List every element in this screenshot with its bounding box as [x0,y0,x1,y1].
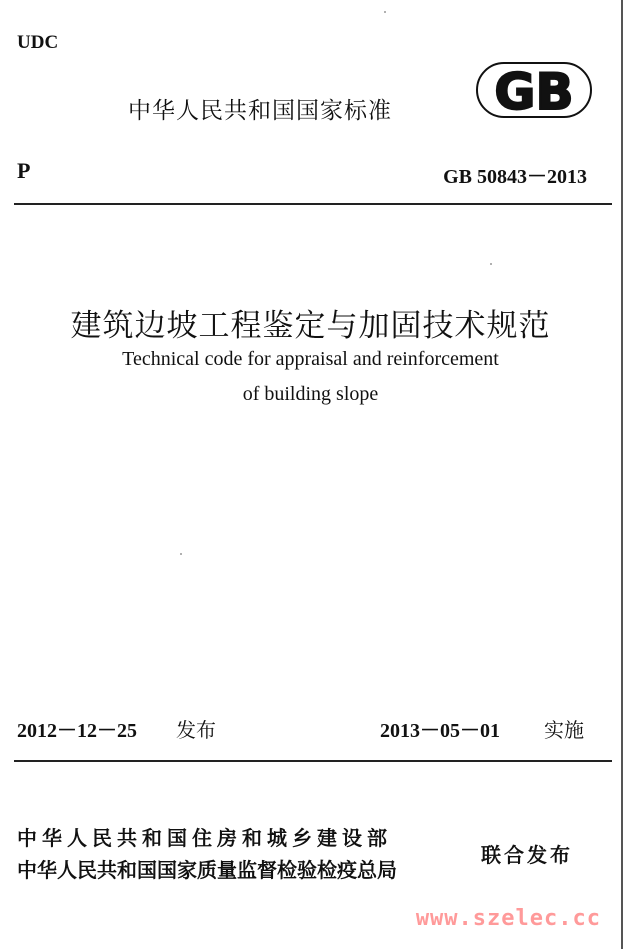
standard-title: 中华人民共和国国家标准 [128,98,392,124]
document-title-chinese: 建筑边坡工程鉴定与加固技术规范 [70,308,551,344]
document-title-english-line2: of building slope [242,383,379,405]
publish-date: 2012－12－25 [17,720,137,742]
issuer-aqsiq: 中华人民共和国国家质量监督检验检疫总局 [17,858,397,882]
footer-divider [14,760,612,762]
scan-speck [490,263,492,265]
joint-issue-label: 联合发布 [481,843,573,867]
scan-speck [180,553,182,555]
publish-label: 发布 [176,718,216,742]
document-title-english-line1: Technical code for appraisal and reinforcement [122,348,499,370]
svg-text:GB: GB [494,63,574,118]
standard-code: GB 50843－2013 [443,166,587,188]
category-letter: P [17,158,31,183]
scan-speck [384,11,386,13]
gb-logo [476,62,592,118]
udc-label: UDC [17,32,59,53]
header-divider [14,203,612,205]
implement-date: 2013－05－01 [380,720,500,742]
issuer-ministry: 中华人民共和国住房和城乡建设部 [17,826,392,850]
gb-logo-icon [476,62,592,118]
implement-label: 实施 [544,718,584,742]
watermark: www.szelec.cc [415,906,601,931]
